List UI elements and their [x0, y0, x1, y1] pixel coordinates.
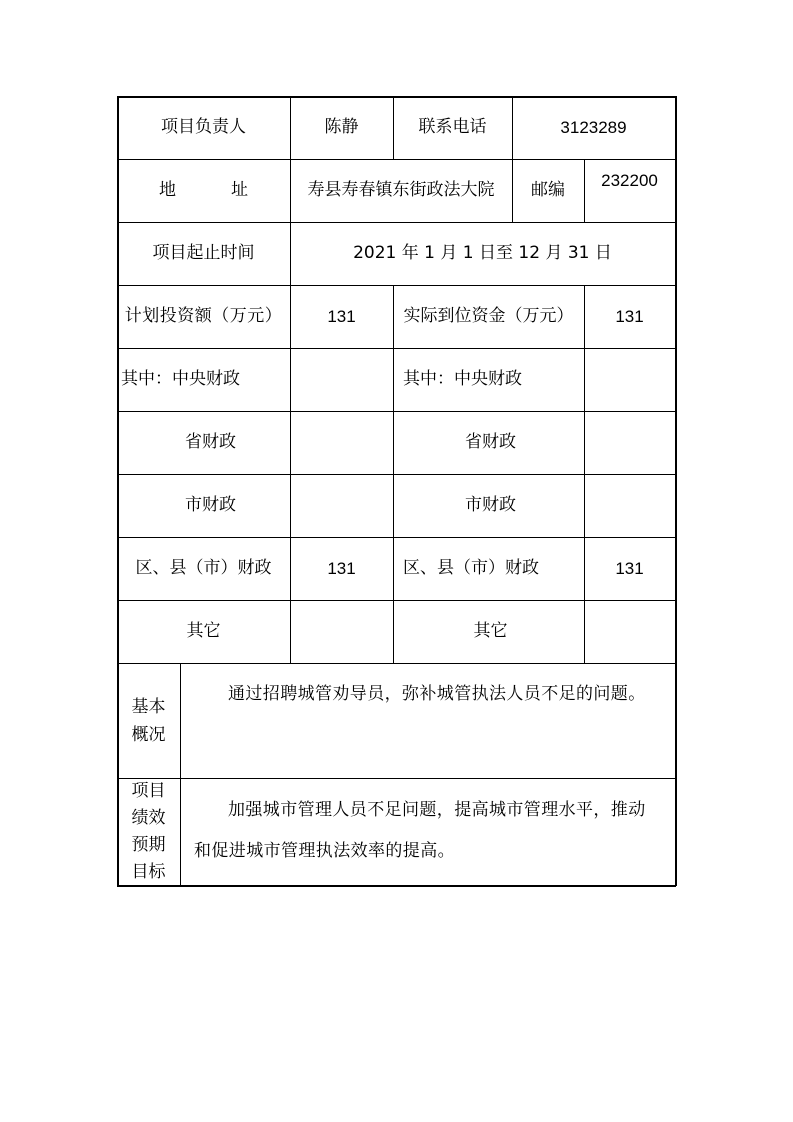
performance-goal-text-line2: 和促进城市管理执法效率的提高。 — [194, 841, 455, 861]
city-finance-label-right: 市财政 — [465, 495, 516, 515]
goal-label-line: 目标 — [131, 861, 166, 882]
city-finance-label-left: 市财政 — [185, 495, 236, 515]
other-finance-label-left: 其它 — [186, 621, 221, 641]
province-finance-label-right: 省财政 — [465, 432, 516, 452]
table-border-right — [675, 96, 677, 886]
project-period-label: 项目起止时间 — [152, 243, 255, 263]
county-finance-value-left: 131 — [327, 559, 356, 578]
address-value: 寿县寿春镇东街政法大院 — [307, 180, 495, 200]
planned-investment-label: 计划投资额（万元） — [124, 306, 283, 326]
postcode-value: 232200 — [601, 171, 658, 190]
goal-label-line: 项目 — [131, 780, 166, 801]
goal-label-line: 预期 — [131, 834, 166, 855]
goal-label-line: 绩效 — [131, 807, 166, 828]
project-leader-label: 项目负责人 — [161, 117, 246, 137]
address-label-part-b: 址 — [231, 180, 248, 200]
other-finance-value-left — [290, 600, 393, 663]
performance-goal-text-line1: 加强城市管理人员不足问题，提高城市管理水平，推动 — [228, 800, 646, 820]
postcode-label: 邮编 — [531, 180, 565, 200]
project-leader-value: 陈静 — [324, 117, 359, 137]
province-finance-label-left: 省财政 — [185, 432, 236, 452]
other-finance-label-right: 其它 — [473, 621, 508, 641]
planned-investment-value: 131 — [327, 307, 356, 326]
central-finance-value-left — [290, 348, 393, 411]
row-divider — [117, 778, 676, 779]
project-info-table — [117, 96, 676, 886]
contact-phone-label: 联系电话 — [418, 117, 487, 137]
city-finance-value-right — [584, 474, 675, 537]
overview-label-line: 概况 — [131, 724, 166, 745]
row-divider — [117, 663, 676, 664]
project-period-value: 2021 年 1 月 1 日至 12 月 31 日 — [353, 243, 612, 263]
county-finance-label-right: 区、县（市）财政 — [403, 558, 539, 578]
province-finance-value-right — [584, 411, 675, 474]
central-finance-label-right: 其中：中央财政 — [403, 369, 522, 389]
col-divider — [180, 663, 181, 885]
address-label-part-a: 地 — [159, 180, 176, 200]
overview-text: 通过招聘城管劝导员，弥补城管执法人员不足的问题。 — [228, 684, 646, 704]
address-label — [117, 159, 290, 222]
county-finance-label-left: 区、县（市）财政 — [135, 558, 272, 578]
central-finance-label-left: 其中：中央财政 — [121, 369, 240, 389]
province-finance-value-left — [290, 411, 393, 474]
overview-label — [117, 663, 180, 778]
performance-goal-label — [117, 778, 180, 885]
overview-label-line: 基本 — [131, 696, 166, 717]
table-border-bottom — [117, 885, 676, 887]
actual-funds-value: 131 — [615, 307, 644, 326]
actual-funds-label: 实际到位资金（万元） — [403, 306, 574, 326]
central-finance-value-right — [584, 348, 675, 411]
other-finance-value-right — [584, 600, 675, 663]
county-finance-value-right: 131 — [615, 559, 644, 578]
city-finance-value-left — [290, 474, 393, 537]
contact-phone-value: 3123289 — [560, 118, 627, 137]
